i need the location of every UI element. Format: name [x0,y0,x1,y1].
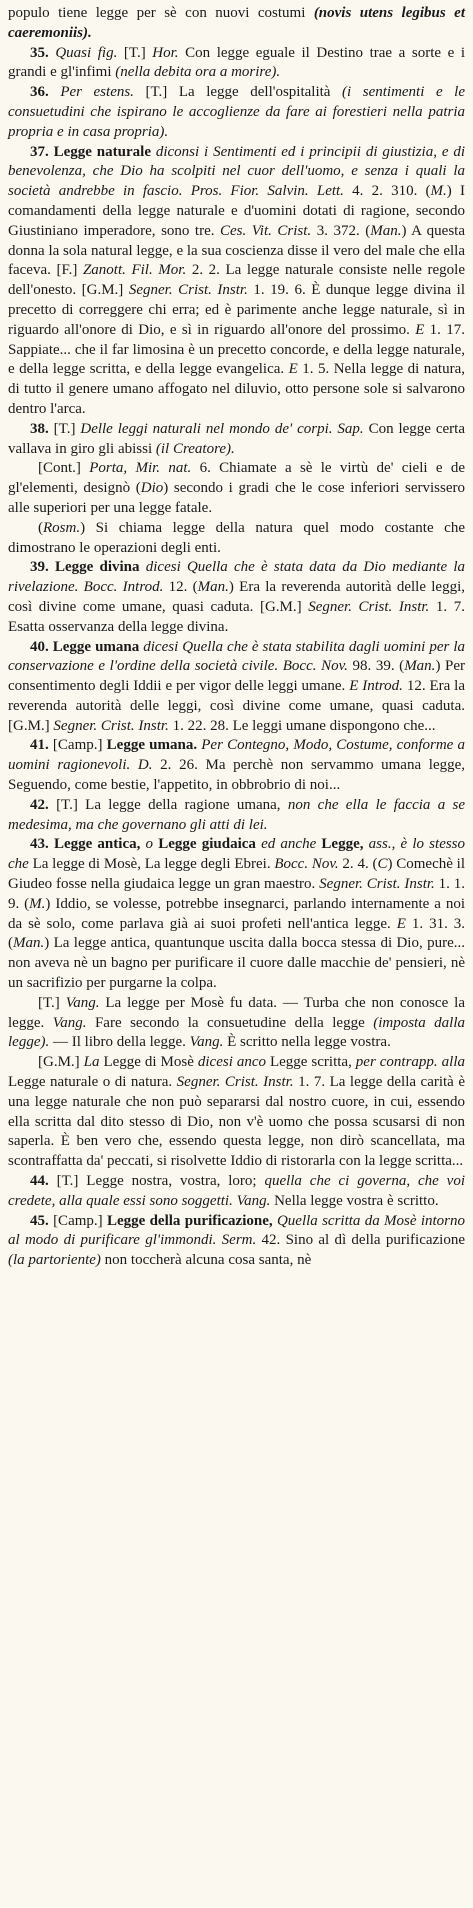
entry-text-segment: 1. 7. La legge della carità è una legge naturale che non può separarsi dal nostro cuore, in cui, essendo ella scritta dal dito stesso di Dio, non v'è uomo che possa scusarsi di non saperla. È ben vero che, essendo questa legge, non dirò scancellata, ma scontraffatta da' peccati, si risolvette Iddio di ristorarla con la legge scritta... [8,1074,465,1170]
entry-text-segment: Zanott. Fil. Mor. [82,262,192,279]
entry-text-segment: ass., è lo stesso che [8,836,466,873]
entry-text-segment: Legge antica, [53,836,146,853]
entry-text-segment: Quella scritta da Mosè intorno al modo di purificare gl'immondi. Serm. [8,1212,466,1249]
entry-text-segment: C [377,856,388,873]
entry-text-segment: [Camp.] [52,737,107,754]
entry-text-segment: Vang. [189,1034,228,1051]
entry-text-segment: 38. [30,420,54,437]
entry-text-segment: Rosm. [43,519,81,536]
entry-text-segment: [T.] La legge dell'ospitalità [145,84,343,101]
dictionary-entry-e42 [8,796,465,836]
entry-text-segment: 12. Era la reverenda autorità delle leggi, così divine come umane, quasi caduta. [G.M.] [8,678,466,734]
entry-text-segment: 1. 5. Nella legge di natura, di tutto il genere umano affogato nel diluvio, otto persone sole si salvarono dentro l'arca. [8,361,465,417]
entry-text-segment: Segner. Crist. Instr. [308,598,436,615]
entry-text-segment: Legge giudaica [158,836,262,853]
entry-text-segment: [T.] [123,44,153,61]
entry-text-segment: [G.M.] [38,1054,84,1071]
entry-text-segment: Legge di Mosè [103,1054,198,1071]
entry-text-segment: [Cont.] [38,460,90,477]
dictionary-entry-e35 [8,44,465,84]
entry-text-segment: Vang. [52,1014,95,1031]
entry-text-segment: 42. Sino al dì della purificazione [261,1232,465,1249]
entry-text-segment: [T.] [53,420,81,437]
entry-text-segment: Bocc. Nov. [274,856,343,873]
dictionary-entry-e37 [8,143,465,420]
entry-text-segment: Segner. Crist. Instr. [176,1074,299,1091]
entry-text-segment: (il Creatore). [155,440,235,457]
entry-text-segment: Delle leggi naturali nel mondo de' corpi. [80,420,338,437]
entry-text-segment: Segner. Crist. Instr. [128,282,254,299]
entry-text-segment: 43. [30,836,54,853]
entry-text-segment: (novis utens legibus et caeremoniis). [8,5,465,41]
entry-text-segment: ) Per consentimento degli Iddii e per vigor delle leggi umane. [8,658,466,695]
entry-text-segment: 39. [30,559,55,576]
entry-text-segment: dicesi Quella che è stata stabilita dagli uomini per la conservazione e l'ordine della società civile. [8,638,466,675]
entry-text-segment: Quasi fig. [55,44,124,61]
entry-text-segment: dicesi anco [197,1054,270,1071]
entry-text-segment: Per Contegno, Modo, Costume, conforme a uomini ragionevoli. D. [8,737,466,774]
dictionary-entry-e43a [8,994,465,1053]
entry-text-segment: [T.] [38,994,66,1011]
entry-text-segment: 37. [30,143,54,160]
entry-text-segment: 40. [30,638,53,655]
entry-text-segment: Per estens. [60,84,146,101]
entry-text-segment: Legge scritta, [269,1054,356,1071]
entry-text-segment: 41. [30,737,53,754]
entry-text-segment: 44. [30,1173,57,1190]
entry-text-segment: 1. 7. Esatta osservanza della legge divina. [8,598,465,635]
entry-text-segment: Legge della purificazione, [106,1212,277,1229]
dictionary-entry-e38 [8,420,465,460]
entry-text-segment: ) A questa donna la sola natural legge, e la sua coscienza disse il vero del male che ella faceva. [F.] [8,222,465,279]
dictionary-entry-e43 [8,835,465,993]
entry-text-segment: ) Iddio, se volesse, potrebbe insegnarci, parlando internamente a noi da sè solo, come parlava già ai suoi profeti nell'antica legge. [8,895,465,932]
entry-text-segment: Bocc. Introd. [83,579,169,596]
entry-text-segment: 36. [30,84,61,101]
entry-text-segment: ) Era la reverenda autorità delle leggi, così divine come umane, quasi caduta. [G.M.] [8,579,465,615]
entry-text-segment: Con legge eguale il Destino trae a sorte e i grandi e gl'infimi [8,44,466,81]
entry-text-segment: E [288,361,303,378]
entry-text-segment: Man. [370,222,402,239]
entry-text-segment: Man. [197,579,229,596]
dictionary-entry-e39 [8,558,465,637]
entry-text-segment: È scritto nella legge vostra. [227,1034,391,1051]
entry-text-segment: E Introd. [349,678,407,695]
dictionary-entry-e40 [8,638,465,737]
entry-text-segment: 45. [30,1212,54,1229]
entry-text-segment: Porta, Mir. nat. [89,460,200,477]
dictionary-entry-e43b [8,1053,465,1172]
entry-text-segment: 35. [30,44,56,61]
entry-text-segment: 98. 39. ( [352,658,405,675]
entry-text-segment: (i sentimenti e le consuetudini che ispirano le accoglienze da fare ai forestieri nella patria propria e in casa propria). [8,84,465,140]
entry-text-segment: [T.] La legge della ragione umana, [56,796,288,813]
entry-text-segment: 3. 372. ( [316,222,371,239]
entry-text-segment: M. [430,183,447,200]
entry-text-segment: diconsi i Sentimenti ed i principii di giustizia, e di benevolenza, che Dio ha scolpiti nel cuor dell'uomo, e senza i quali la società andrebbe in fascio. [8,143,466,200]
entry-text-segment: Legge divina [54,559,146,576]
entry-text-segment: — Il libro della legge. [52,1034,190,1051]
dictionary-entry-e45 [8,1212,465,1271]
entry-text-segment: 1. 17. Sappiate... che il far limosina è un precetto concorde, e della legge naturale, e della legge scritta, e della legge evangelica. [8,321,465,378]
entry-text-segment: M. [29,895,46,912]
entry-text-segment: (la partoriente) [8,1252,105,1269]
entry-text-segment: Man. [404,658,436,675]
entry-text-segment: (imposta dalla legge). [8,1014,466,1051]
entry-text-segment: Hor. [152,44,186,61]
entry-text-segment: 12. ( [168,579,198,596]
entry-text-segment: 2. 26. Ma perchè non servammo umana legge, Seguendo, come bestie, l'appetito, in obbrobrio di noi... [8,757,466,794]
entry-text-segment: 1. 31. 3. ( [8,915,466,952]
entry-text-segment: ) Si chiama legge della natura quel modo costante che dimostrano le operazioni degli enti. [8,519,465,556]
entry-text-segment: ) Comechè il Giudeo fosse nella giudaica legge un gran maestro. [8,856,465,893]
entry-text-segment: Legge, [321,836,369,853]
entry-text-segment: ) La legge antica, quantunque uscita dalla bocca stessa di Dio, pure... non aveva nè un bagno per purificare il cuore dalle macchie de' pensieri, nè un sacrifizio per purgarne la colpa. [8,935,465,992]
entry-text-segment: Con legge certa vallava in giro gli abissi [8,420,466,457]
entry-text-segment: 1. 1. 9. ( [8,876,466,912]
entry-text-segment: Legge umana. [106,737,202,754]
entry-text-segment: Segner. Crist. Instr. [319,876,439,893]
entry-text-segment: o [145,836,159,853]
entry-text-segment: 42. [30,796,57,813]
entry-text-segment: quella che ci governa, che voi credete, alla quale essi sono soggetti. Vang. [8,1173,465,1209]
dictionary-entry-e0 [8,4,465,44]
entry-text-segment: La legge per Mosè fu data. — Turba che non conosce la legge. [8,994,465,1031]
entry-text-segment: 2. 4. ( [342,856,378,873]
dictionary-entry-e36 [8,83,465,142]
entry-text-segment: Sap. [337,420,369,437]
entry-text-segment: non che ella le faccia a se medesima, ma che governano gli atti di lei. [8,796,466,833]
entry-text-segment: Ces. Vit. Crist. [220,222,317,239]
entry-text-segment: Legge naturale o di natura. [8,1074,177,1091]
entry-text-segment: ) secondo i gradi che le cose inferiori servissero alle superiori per una legge fatale. [8,480,466,516]
entry-text-segment: non toccherà alcuna cosa santa, nè [104,1252,312,1269]
entry-text-segment: Legge umana [52,638,144,655]
entry-text-segment: ed anche [261,836,322,853]
entry-text-segment: E [415,321,430,338]
entry-text-segment: 4. 2. 310. ( [352,183,431,200]
entry-text-segment: dicesi Quella che è stata data da Dio mediante la rivelazione. [8,559,465,596]
entry-text-segment: [T.] Legge nostra, vostra, loro; [56,1173,265,1190]
entry-text-segment: per contrapp. alla [355,1054,465,1071]
entry-text-segment: La legge di Mosè, La legge degli Ebrei. [32,856,275,873]
entry-text-segment: 6. Chiamate a sè le virtù de' cieli e de gl'elementi, designò ( [8,460,465,497]
entry-text-segment: Nella legge vostra è scritto. [274,1192,439,1209]
entry-text-segment: ) I comandamenti della legge naturale e d'uomini dotati di ragione, secondo Giustiniano imperadore, sono tre. [8,183,465,239]
entry-text-segment: 2. 2. La legge naturale consiste nelle regole dell'onesto. [G.M.] [8,262,465,299]
entry-text-segment: (nella debita ora a morire). [115,64,281,81]
entry-text-segment: Fare secondo la consuetudine della legge [94,1014,374,1031]
entry-text-segment: E [396,915,412,932]
entry-text-segment: 1. 22. 28. Le leggi umane dispongono che... [172,717,436,734]
dictionary-entry-e38a [8,459,465,518]
entry-text-segment: 1. 19. 6. È dunque legge divina il precetto di correggere chi erra; ed è parimente anche legge naturale, sì in riguardo all'onore di Dio, e sì in riguardo all'onore del prossimo. [8,282,465,338]
entry-text-segment: Legge naturale [53,143,156,160]
entry-text-segment: Dio [140,480,164,497]
entry-text-segment: Segner. Crist. Instr. [53,717,173,734]
entry-text-segment: Pros. Fior. Salvin. Lett. [190,183,353,200]
dictionary-entry-e44 [8,1172,465,1212]
dictionary-entry-e38b [8,519,465,559]
entry-text-segment: Bocc. Nov. [282,658,353,675]
entry-text-segment: populo tiene legge per sè con nuovi costumi [8,5,314,21]
entry-text-segment: Vang. [65,994,106,1011]
entry-text-segment: La [83,1054,104,1071]
dictionary-entry-e41 [8,736,465,795]
entry-text-segment: ( [38,519,43,536]
entry-text-segment: Man. [13,935,45,952]
entry-text-segment: [Camp.] [53,1212,107,1229]
